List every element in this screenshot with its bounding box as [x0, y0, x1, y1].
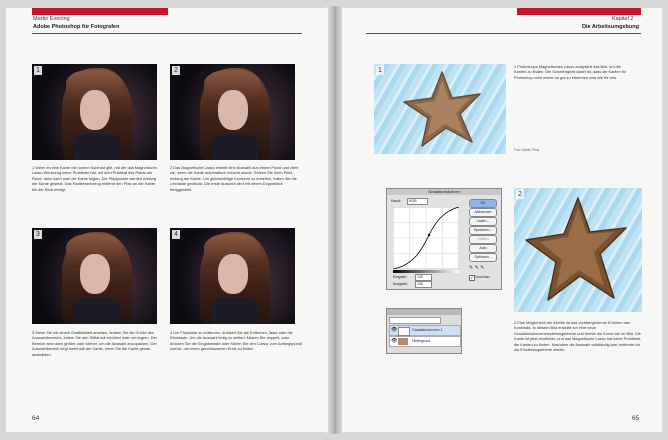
input-field[interactable]: 130	[415, 274, 432, 281]
step-number: 3	[34, 230, 42, 239]
layer-row-background[interactable]	[389, 336, 461, 347]
step-photo-3	[32, 228, 157, 324]
layers-panel	[386, 308, 462, 354]
step-photo-2	[170, 64, 295, 160]
cancel-button[interactable]: Abbrechen	[469, 208, 497, 217]
header-color-bar	[32, 8, 168, 15]
starfish-photo-2	[514, 188, 642, 312]
curves-dialog	[386, 188, 502, 290]
layer-name: Hintergrund	[412, 339, 431, 343]
options-button[interactable]: Optionen...	[469, 253, 497, 262]
eye-icon[interactable]: 👁	[391, 338, 398, 344]
starfish-image	[514, 188, 642, 312]
dialog-title: Gradationskurven	[387, 189, 501, 195]
output-field[interactable]: 130	[415, 281, 432, 288]
step-number: 2	[172, 66, 180, 75]
layer-thumbnail	[398, 338, 408, 345]
input-label: Eingabe:	[393, 275, 407, 279]
layer-name: Gradationskurven 1	[412, 328, 443, 332]
chapter-label: Kapitel 2	[612, 16, 634, 22]
step-caption: 4 Um Fixpunkte zu entfernen, drücken Sie die Entfernen-Taste oder die Rücktaste. Um die Auswahl fertig zu stellen, klicken Sie doppelt, oder drücken Sie die Eingabetaste oder führen Sie den Cursor zum Anfangspunkt zurück, um einen geschlossenen Kreis zu bilden.	[170, 330, 302, 352]
output-label: Ausgabe:	[393, 282, 408, 286]
layer-thumbnail	[398, 327, 410, 336]
preview-checkbox[interactable]: ✓	[470, 275, 474, 280]
eyedropper-icons[interactable]: ✎ ✎ ✎	[469, 265, 485, 271]
starfish-image	[374, 64, 506, 154]
header-rule	[366, 33, 641, 34]
left-page	[6, 8, 328, 432]
step-photo-1	[32, 64, 157, 160]
load-button[interactable]: Laden...	[469, 217, 497, 226]
step-number: 1	[34, 66, 42, 75]
right-page	[342, 8, 662, 432]
layer-row-curves[interactable]	[389, 325, 461, 336]
save-button[interactable]: Speichern...	[469, 226, 497, 235]
step-number: 2	[516, 190, 524, 199]
eye-icon[interactable]: 👁	[391, 327, 398, 333]
page-number: 64	[32, 415, 40, 422]
book-title: Adobe Photoshop für Fotografen	[33, 24, 120, 30]
blend-mode-select[interactable]	[389, 317, 441, 324]
smooth-button[interactable]: Glätten	[469, 235, 497, 244]
ok-button[interactable]: OK	[469, 199, 497, 208]
chapter-title: Die Arbeitsumgebung	[582, 24, 639, 30]
channel-label: Kanal:	[391, 199, 401, 203]
author-name: Martin Evening	[33, 16, 70, 22]
page-number: 65	[632, 415, 640, 422]
step-caption: 3 Wenn Sie mit einem Grafiktablett arbeiten, ändern Sie die Größe des Auswahlbereichs, indem Sie den Stiftdruck erhöhen oder verringern. Der Bereich wird dann größer oder kleiner, um die Auswahl anzupassen. Der Auswahlbereich liegt innerhalb der Kante, wenn Sie die Kante genau auswählen.	[32, 330, 157, 357]
step-caption: 1 Photoshops Magnetisches Lasso analysiert das Bild, um die Kanten zu finden. Die Schwierigkeit dabei ist, dass die Kanten für Photoshop nicht immer so gut zu erkennen sind wie für uns.	[514, 64, 627, 80]
starfish-photo-1	[374, 64, 506, 154]
photo-credit: Foto: Martin Prinz	[514, 148, 540, 152]
curves-graph[interactable]	[393, 207, 459, 269]
channel-select[interactable]: RGB	[407, 198, 428, 205]
auto-button[interactable]: Auto	[469, 244, 497, 253]
step-number: 4	[172, 230, 180, 239]
layers-panel-header	[387, 309, 461, 315]
step-caption: 2 Eine Möglichkeit der Abhilfe ist das vorübergehende Erhöhen des Kontrasts. In diesem Bild erstellte ich eine neue Gradationskurveneinstellungsebene und formte die Kurve wie im Bild. Die Kante ist jetzt deutlicher, und das Magnetische Lasso hat keine Probleme, die Kanten zu finden. Nachdem die Auswahl vollständig war, entfernte ich die Einstellungsebene wieder.	[514, 320, 642, 353]
gradient-strip	[393, 270, 459, 273]
header-rule	[32, 33, 302, 34]
header-color-bar	[517, 8, 641, 15]
step-caption: 2 Das Magnetische Lasso erstellt eine Auswahl aus einem Punkt und zieht sie, wenn die Kante automatisch erkannt wurde. Setzen Sie Ihren Pfad entlang der Kante. Um gleichmäßige Konturen zu erstellen, halten Sie die Leertaste gedrückt. Die erste Auswahl wird mit einem Doppelklick fertiggestellt.	[170, 165, 299, 192]
step-number: 1	[376, 66, 384, 75]
step-caption: 1 Wenn es eine Kante mit hohem Kontrast gibt, mit der das Magnetische-Lasso-Werkzeug keine Probleme hat, mit dem Prädikat des Pfads am Rand, dann kann man die Kante folgen. Die Pfadpunkte werden entlang der Kante gesetzt. Das Radierwerkzeug entfernt den Pfad an der Kante, bis der Klick erfolgt.	[32, 165, 159, 192]
step-photo-4	[170, 228, 295, 324]
preview-label: Vorschau	[475, 275, 490, 279]
